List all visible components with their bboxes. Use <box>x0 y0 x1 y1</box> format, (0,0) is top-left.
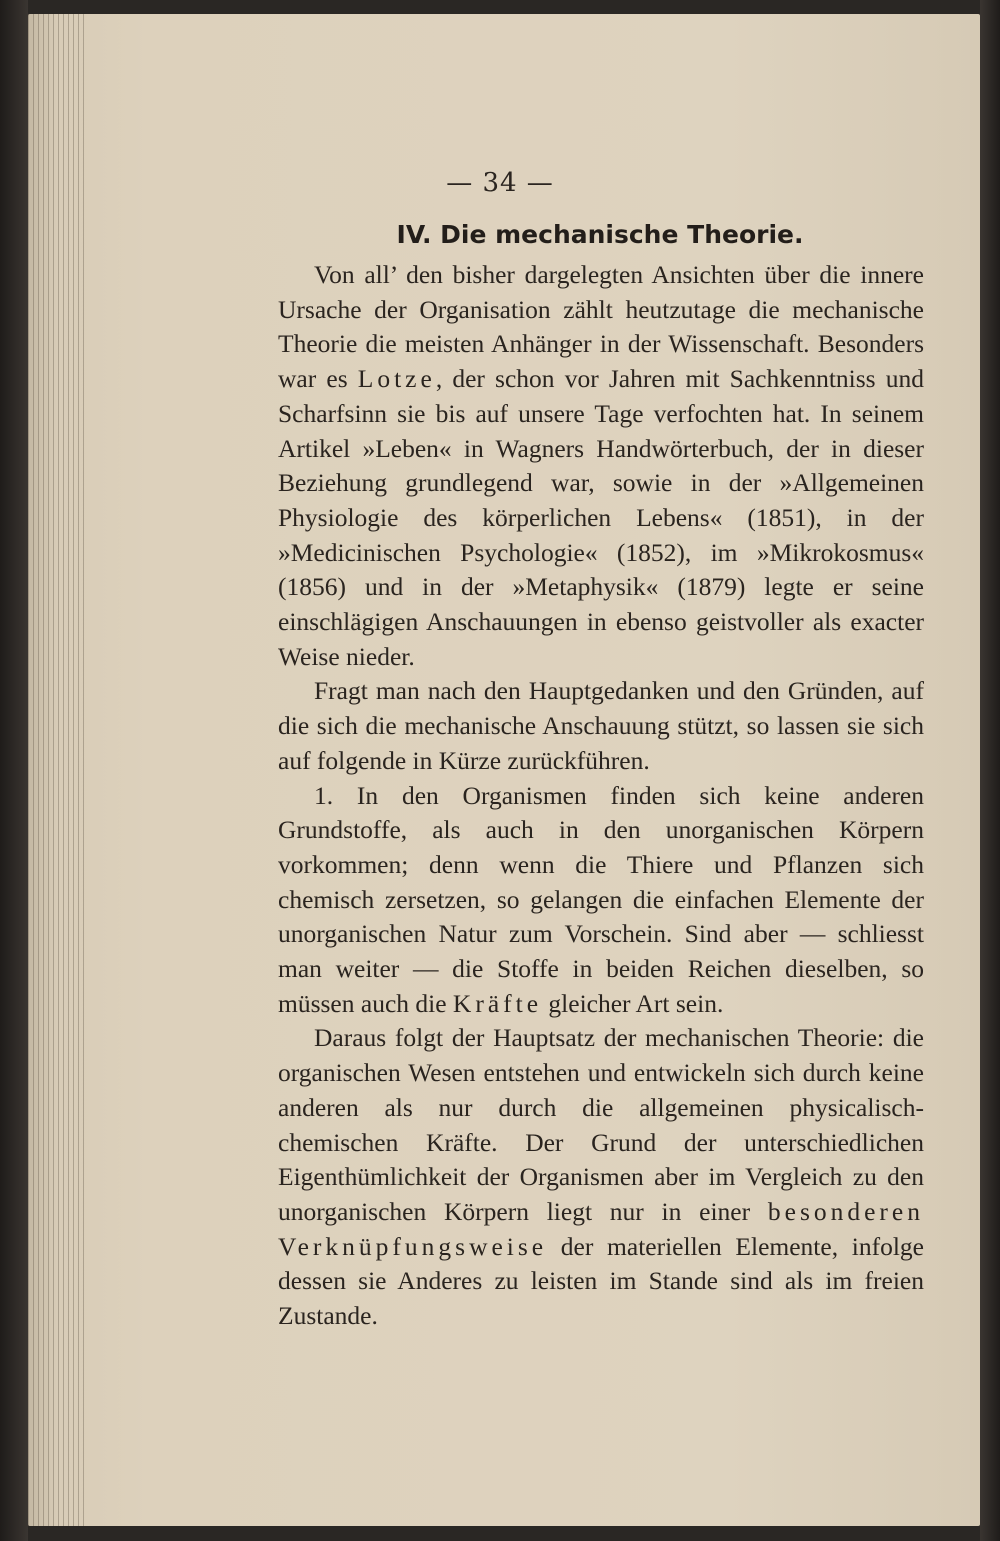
paragraph-2: Fragt man nach den Hauptgedanken und den Gründen, auf die sich die mechanische Anschauung stützt, so lassen sie sich auf folgende in Kürze zurückführen. <box>278 676 924 775</box>
page-edges <box>28 14 88 1526</box>
paragraph-1: Von all’ den bisher dargelegten Ansichten über die innere Ursache der Organisation zählt heutzutage die mechanische Theorie die meisten Anhänger in der Wissenschaft. Besonders war es Lotze, der schon vor Jahren mit Sachkenntniss und Scharfsinn sie bis auf unsere Tage verfochten hat. In seinem Artikel »Leben« in Wagners Handwörterbuch, der in dieser Beziehung grundlegend war, sowie in der »Allgemeinen Physiologie des körperlichen Lebens« (1851), in der »Medicinischen Psychologie« (1852), im »Mikrokosmus« (1856) und in der »Metaphysik« (1879) legte er seine einschlägigen Anschauungen in ebenso geistvoller als exacter Weise nieder. <box>278 260 924 671</box>
book-spine <box>0 0 28 1541</box>
body-text <box>278 258 924 1334</box>
book-edge <box>980 0 1000 1541</box>
paragraph-4: Daraus folgt der Hauptsatz der mechanischen Theorie: die organischen Wesen entstehen und entwickeln sich durch keine anderen als nur durch die allgemeinen physicalisch-chemischen Kräfte. Der Grund der unterschiedlichen Eigenthümlichkeit der Organismen aber im Vergleich zu den unorganischen Körpern liegt nur in einer besonderen Verknüpfungsweise der materiellen Elemente, infolge dessen sie Anderes zu leisten im Stande sind als im freien Zustande. <box>278 1023 924 1331</box>
paragraph-3: 1. In den Organismen finden sich keine anderen Grundstoffe, als auch in den unorganischen Körpern vorkommen; denn wenn die Thiere und Pflanzen sich chemisch zersetzen, so gelangen die einfachen Elemente der unorganischen Natur zum Vorschein. Sind aber — schliesst man weiter — die Stoffe in beiden Reichen dieselben, so müssen auch die Kräfte gleicher Art sein. <box>278 780 924 1018</box>
page-number: — 34 — <box>446 168 554 198</box>
section-heading: IV. Die mechanische Theorie. <box>396 220 804 249</box>
